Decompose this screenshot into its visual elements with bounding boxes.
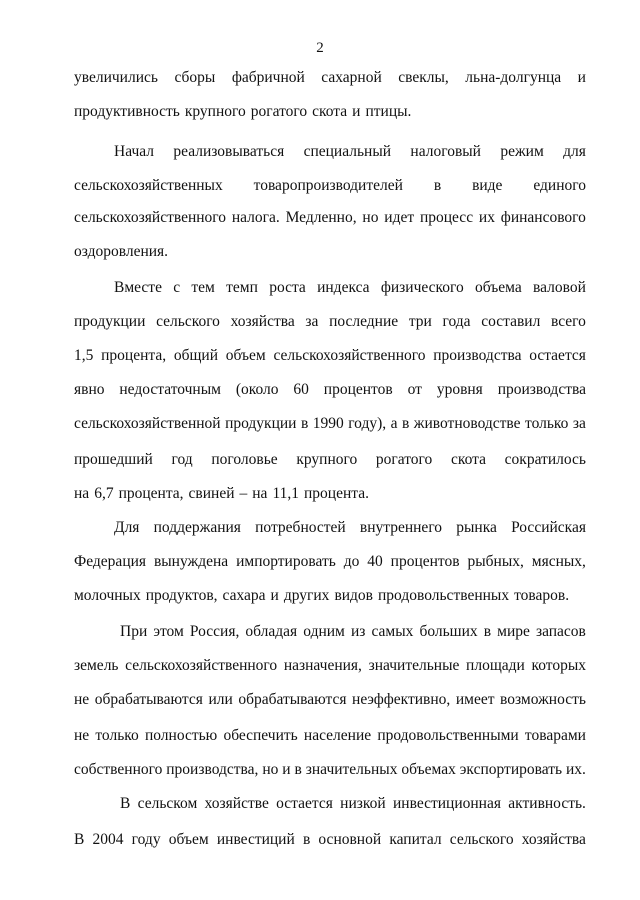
word: года xyxy=(442,313,471,330)
word: физического xyxy=(380,279,464,296)
word: в xyxy=(401,415,410,432)
word: три xyxy=(408,313,432,330)
word: сборы xyxy=(174,69,216,86)
word: – xyxy=(239,485,248,502)
word: но xyxy=(262,761,279,778)
word: 6,7 xyxy=(94,485,114,502)
word: процента. xyxy=(304,485,369,502)
word: в xyxy=(483,623,492,640)
page-number: 2 xyxy=(316,40,324,56)
word: на xyxy=(252,485,268,502)
text-line xyxy=(74,586,586,606)
word: общий xyxy=(173,347,218,364)
word: явно xyxy=(74,381,105,398)
word: товаропроизводителей xyxy=(253,177,403,194)
word: увеличились xyxy=(74,69,158,86)
word: инвестиционная xyxy=(393,795,501,812)
word: (около xyxy=(235,381,279,398)
word: на xyxy=(74,485,90,502)
text-line xyxy=(120,622,586,642)
word: сократилось xyxy=(504,451,586,468)
word: за xyxy=(305,313,319,330)
word: запасов xyxy=(535,623,586,640)
word: только xyxy=(95,727,139,744)
word: сельского xyxy=(156,313,220,330)
word: Россия, xyxy=(189,623,240,640)
text-line xyxy=(114,518,586,538)
word: индекса xyxy=(317,279,370,296)
word: и xyxy=(577,69,586,86)
word: или xyxy=(208,691,233,708)
word: остается xyxy=(529,347,586,364)
word: самых xyxy=(371,623,414,640)
word: В xyxy=(74,831,85,848)
word: экспортировать xyxy=(459,761,563,778)
word: процента, xyxy=(118,485,184,502)
word: Федерация xyxy=(74,553,147,570)
word: поголовье xyxy=(211,451,278,468)
word: больших xyxy=(419,623,478,640)
word: объемах xyxy=(401,761,456,778)
word: сельскохозяйственных xyxy=(74,177,223,194)
word: прошедший xyxy=(74,451,153,468)
word: роста xyxy=(269,279,306,296)
text-line xyxy=(74,484,586,504)
word: но xyxy=(362,209,379,226)
word: поддержания xyxy=(153,519,241,536)
word: товаров. xyxy=(514,587,570,604)
word: уровня xyxy=(436,381,483,398)
word: виде xyxy=(472,177,503,194)
word: капитал xyxy=(389,831,442,848)
word: их xyxy=(478,209,495,226)
word: значительные xyxy=(368,657,460,674)
word: сахарной xyxy=(321,69,382,86)
word: обеспечить xyxy=(223,727,298,744)
word: рогатого xyxy=(250,103,308,120)
word: налоговый xyxy=(410,143,481,160)
word: 1,5 xyxy=(74,347,94,364)
word: и xyxy=(352,103,361,120)
text-line xyxy=(74,450,586,470)
word: за xyxy=(572,415,586,432)
word: полностью xyxy=(144,727,218,744)
word: обрабатываются xyxy=(94,691,203,708)
text-line xyxy=(74,690,586,710)
word: объем xyxy=(225,347,266,364)
text-line xyxy=(74,414,586,434)
word: мире xyxy=(497,623,530,640)
word: рынка xyxy=(456,519,497,536)
word: животноводстве xyxy=(413,415,521,432)
word: объем xyxy=(168,831,209,848)
text-line xyxy=(74,830,586,850)
word: сельскохозяйственной xyxy=(74,415,221,432)
word: в xyxy=(302,831,311,848)
word: остается xyxy=(276,795,333,812)
word: крупного xyxy=(184,103,246,120)
word: финансового xyxy=(500,209,586,226)
word: собственного xyxy=(74,761,163,778)
text-line xyxy=(74,312,586,332)
word: для xyxy=(563,143,586,160)
word: 2004 xyxy=(92,831,124,848)
text-line xyxy=(120,794,586,814)
word: обладая xyxy=(245,623,298,640)
word: тем xyxy=(191,279,215,296)
word: году), xyxy=(348,415,387,432)
text-line xyxy=(74,726,586,746)
word: рыбных, xyxy=(467,553,524,570)
word: этом xyxy=(153,623,184,640)
word: производства xyxy=(497,381,586,398)
word: недостаточным xyxy=(119,381,221,398)
word: свиней xyxy=(188,485,235,502)
word: продукции xyxy=(74,313,146,330)
word: низкой xyxy=(340,795,386,812)
word: внутреннего xyxy=(359,519,443,536)
word: процентов xyxy=(390,553,460,570)
word: с xyxy=(173,279,181,296)
word: продуктивность xyxy=(74,103,180,120)
word: Медленно, xyxy=(285,209,357,226)
word: 40 xyxy=(367,553,383,570)
word: объема xyxy=(475,279,522,296)
word: 1990 xyxy=(312,415,344,432)
word: земель xyxy=(74,657,119,674)
text-line xyxy=(74,380,586,400)
word: не xyxy=(74,691,90,708)
word: товарами xyxy=(524,727,586,744)
word: продовольственных xyxy=(378,587,510,604)
word: сельского xyxy=(449,831,514,848)
word: 11,1 xyxy=(272,485,300,502)
word: которых xyxy=(531,657,586,674)
word: из xyxy=(350,623,366,640)
word: год xyxy=(171,451,193,468)
word: не xyxy=(74,727,90,744)
word: сахара xyxy=(222,587,266,604)
text-line xyxy=(74,176,586,196)
word: до xyxy=(343,553,360,570)
word: оздоровления. xyxy=(74,243,169,260)
word: обрабатываются xyxy=(238,691,347,708)
word: основной xyxy=(318,831,382,848)
word: от xyxy=(407,381,422,398)
word: скота xyxy=(450,451,486,468)
word: валовой xyxy=(533,279,586,296)
word: и xyxy=(282,761,291,778)
word: продукции xyxy=(225,415,297,432)
text-line xyxy=(74,760,586,780)
word: продовольственными xyxy=(377,727,519,744)
word: значительных xyxy=(305,761,398,778)
word: птицы. xyxy=(365,103,412,120)
word: процента, xyxy=(101,347,167,364)
word: хозяйства xyxy=(230,313,295,330)
word: режим xyxy=(500,143,544,160)
word: единого xyxy=(533,177,586,194)
word: процентов xyxy=(323,381,393,398)
word: видов xyxy=(334,587,374,604)
word: а xyxy=(390,415,398,432)
word: население xyxy=(303,727,372,744)
word: процесс xyxy=(419,209,474,226)
word: производства xyxy=(433,347,522,364)
text-line xyxy=(74,68,586,88)
word: продуктов, xyxy=(145,587,218,604)
word: сельском xyxy=(137,795,198,812)
word: инвестиций xyxy=(216,831,295,848)
text-line xyxy=(74,656,586,676)
word: назначения, xyxy=(283,657,362,674)
word: всего xyxy=(551,313,586,330)
word: неэффективно, xyxy=(352,691,451,708)
word: свеклы, xyxy=(398,69,449,86)
word: хозяйстве xyxy=(204,795,269,812)
word: вынуждена xyxy=(153,553,229,570)
text-line xyxy=(74,102,586,122)
word: Для xyxy=(114,519,140,536)
word: площади xyxy=(466,657,525,674)
word: сельскохозяйственного xyxy=(74,209,227,226)
word: мясных, xyxy=(531,553,586,570)
text-line xyxy=(74,346,586,366)
word: хозяйства xyxy=(521,831,586,848)
word: скота xyxy=(312,103,348,120)
word: в xyxy=(294,761,302,778)
word: возможность xyxy=(500,691,586,708)
word: активность. xyxy=(508,795,586,812)
word: сельскохозяйственного xyxy=(273,347,426,364)
word: крупного xyxy=(296,451,358,468)
word: рогатого xyxy=(375,451,433,468)
word: Вместе xyxy=(114,279,162,296)
word: одним xyxy=(303,623,345,640)
word: других xyxy=(283,587,330,604)
word: темп xyxy=(226,279,258,296)
text-line xyxy=(74,208,586,228)
word: В xyxy=(120,795,131,812)
word: импортировать xyxy=(236,553,336,570)
word: налога. xyxy=(231,209,280,226)
word: сельскохозяйственного xyxy=(125,657,278,674)
text-line xyxy=(114,142,586,162)
word: в xyxy=(433,177,442,194)
word: только xyxy=(525,415,569,432)
word: льна-долгунца xyxy=(465,69,562,86)
text-line xyxy=(74,552,586,572)
word: составил xyxy=(481,313,541,330)
word: 60 xyxy=(293,381,309,398)
word: При xyxy=(120,623,148,640)
text-line xyxy=(114,278,586,298)
word: последние xyxy=(329,313,399,330)
word: реализовываться xyxy=(173,143,285,160)
word: специальный xyxy=(303,143,392,160)
word: в xyxy=(300,415,309,432)
word: их. xyxy=(565,761,586,778)
word: идет xyxy=(384,209,415,226)
word: и xyxy=(270,587,279,604)
word: имеет xyxy=(455,691,495,708)
word: фабричной xyxy=(231,69,305,86)
word: производства, xyxy=(166,761,259,778)
word: потребностей xyxy=(255,519,346,536)
word: году xyxy=(131,831,161,848)
word: молочных xyxy=(74,587,141,604)
word: Российская xyxy=(511,519,586,536)
text-line xyxy=(74,242,586,262)
word: Начал xyxy=(114,143,154,160)
